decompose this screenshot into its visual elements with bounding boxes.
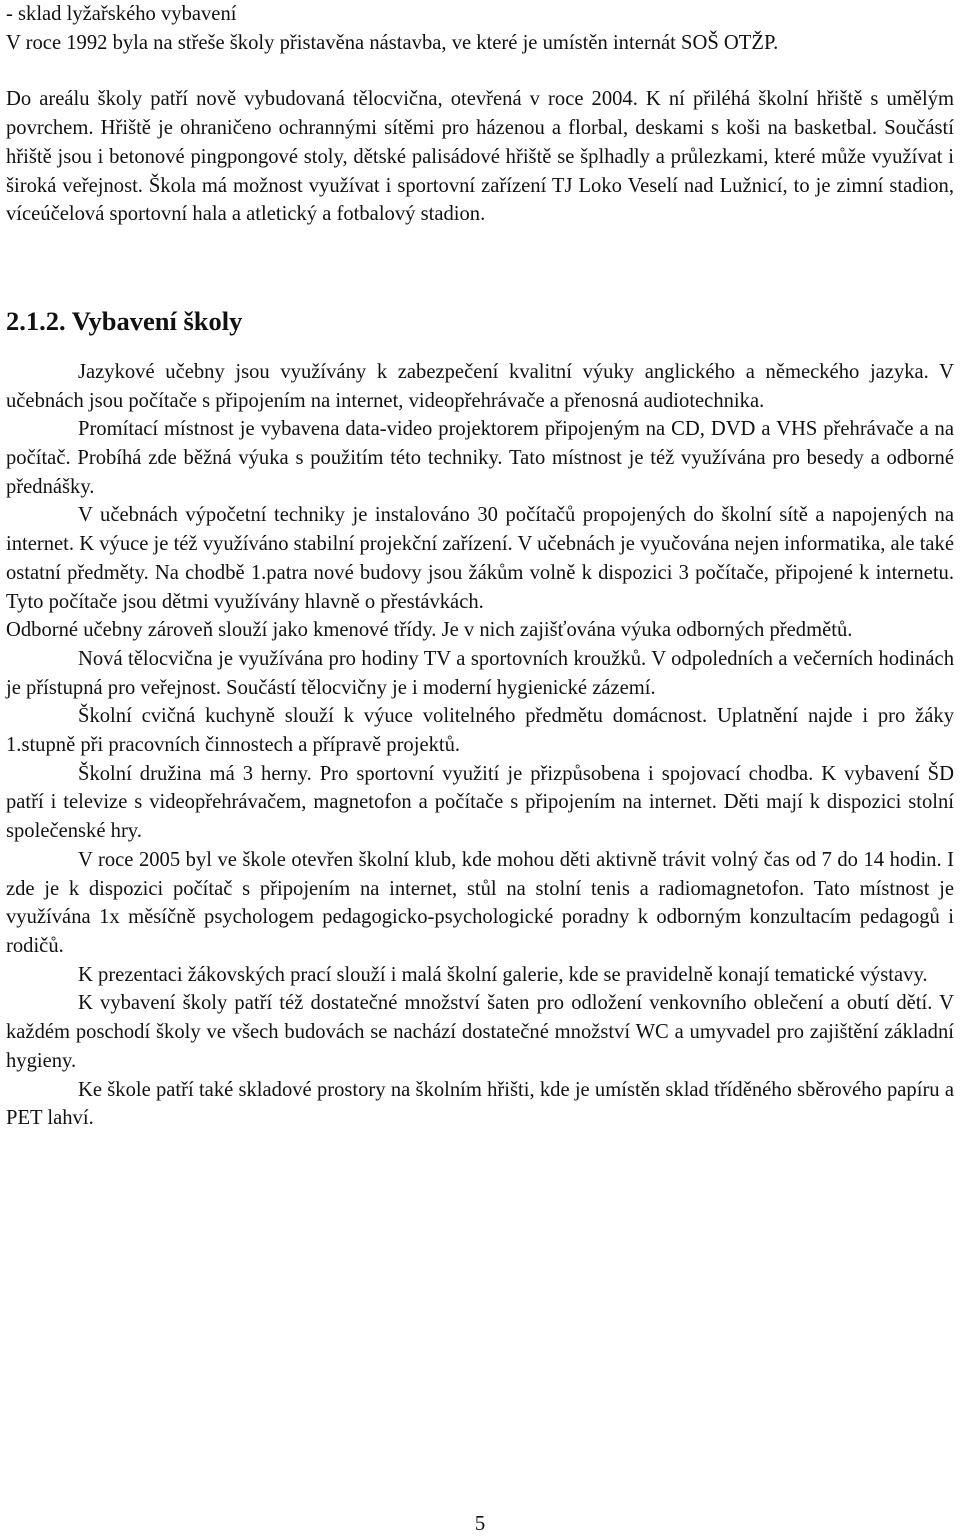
paragraph-kitchen: Školní cvičná kuchyně slouží k výuce volitelného předmětu domácnost. Uplatnění najde i pro žáky 1.stupně při pracovních činnostech a přípravě projektů.: [6, 705, 954, 757]
document-page: [6, 0, 954, 1133]
paragraph-school-club: V roce 2005 byl ve škole otevřen školní klub, kde mohou děti aktivně trávit volný čas od 7 do 14 hodin. I zde je k dispozici počítač s připojením na internet, stůl na stolní tenis a radiomagnetofon. Tato místnost je využívána 1x měsíčně psychologem pedagogicko-psychologické poradny k odborným konzultacím pedagogů i rodičů.: [6, 848, 954, 957]
intro-list-item: - sklad lyžařského vybavení: [6, 3, 237, 25]
paragraph-language-rooms: Jazykové učebny jsou využívány k zabezpečení kvalitní výuky anglického a německého jazyka. V učebnách jsou počítače s připojením na internet, videopřehrávače a přenosná audiotechnika.: [6, 360, 954, 412]
section-heading: 2.1.2. Vybavení školy: [6, 305, 243, 336]
page-number: 5: [474, 1511, 486, 1535]
intro-paragraph-grounds: Do areálu školy patří nově vybudovaná tělocvična, otevřená v roce 2004. K ní přiléhá školní hřiště s umělým povrchem. Hřiště je ohraničeno ochrannými sítěmi pro házenou a florbal, deskami s koši na basketbal. Součástí hřiště jsou i betonové pingpongové stoly, dětské palisádové hřiště se šplhadly a průlezkami, které může využívat i široká veřejnost. Škola má možnost využívat i sportovní zařízení TJ Loko Veselí nad Lužnicí, to je zimní stadion, víceúčelová sportovní hala a atletický a fotbalový stadion.: [6, 88, 954, 226]
paragraph-gallery: K prezentaci žákovských prací slouží i malá školní galerie, kde se pravidelně konají tematické výstavy.: [78, 963, 928, 986]
paragraph-cloakrooms: K vybavení školy patří též dostatečné množství šaten pro odložení venkovního oblečení a obutí dětí. V každém poschodí školy ve všech budovách se nachází dostatečné množství WC a umyvadel pro zajištění základní hygieny.: [6, 992, 954, 1072]
section-body: [6, 358, 954, 1133]
paragraph-storage: Ke škole patří také skladové prostory na školním hřišti, kde je umístěn sklad tříděného sběrového papíru a PET lahví.: [6, 1078, 954, 1130]
paragraph-projection-room: Promítací místnost je vybavena data-video projektorem připojeným na CD, DVD a VHS přehrávače a na počítač. Probíhá zde běžná výuka s použitím této techniky. Tato místnost je též využívána pro besedy a odborné přednášky.: [6, 418, 954, 498]
paragraph-specialized-classrooms: Odborné učebny zároveň slouží jako kmenové třídy. Je v nich zajišťována výuka odborných předmětů.: [6, 619, 853, 642]
paragraph-computer-rooms: V učebnách výpočetní techniky je instalováno 30 počítačů propojených do školní sítě a napojených na internet. K výuce je též využíváno stabilní projekční zařízení. V učebnách je vyučována nejen informatika, ale také ostatní předměty. Na chodbě 1.patra nové budovy jsou žákům volně k dispozici 3 počítače, připojené k internetu. Tyto počítače jsou dětmi využívány hlavně o přestávkách.: [6, 504, 954, 613]
paragraph-after-school-club: Školní družina má 3 herny. Pro sportovní využití je přizpůsobena i spojovací chodba. K vybavení ŠD patří i televize s videopřehrávačem, magnetofon a počítače s připojením na internet. Děti mají k dispozici stolní společenské hry.: [6, 762, 954, 843]
paragraph-gym: Nová tělocvična je využívána pro hodiny TV a sportovních kroužků. V odpoledních a večerních hodinách je přístupná pro veřejnost. Součástí tělocvičny je i moderní hygienické zázemí.: [6, 647, 954, 699]
intro-paragraph-extension: V roce 1992 byla na střeše školy přistavěna nástavba, ve které je umístěn internát SOŠ OTŽP.: [6, 31, 779, 54]
